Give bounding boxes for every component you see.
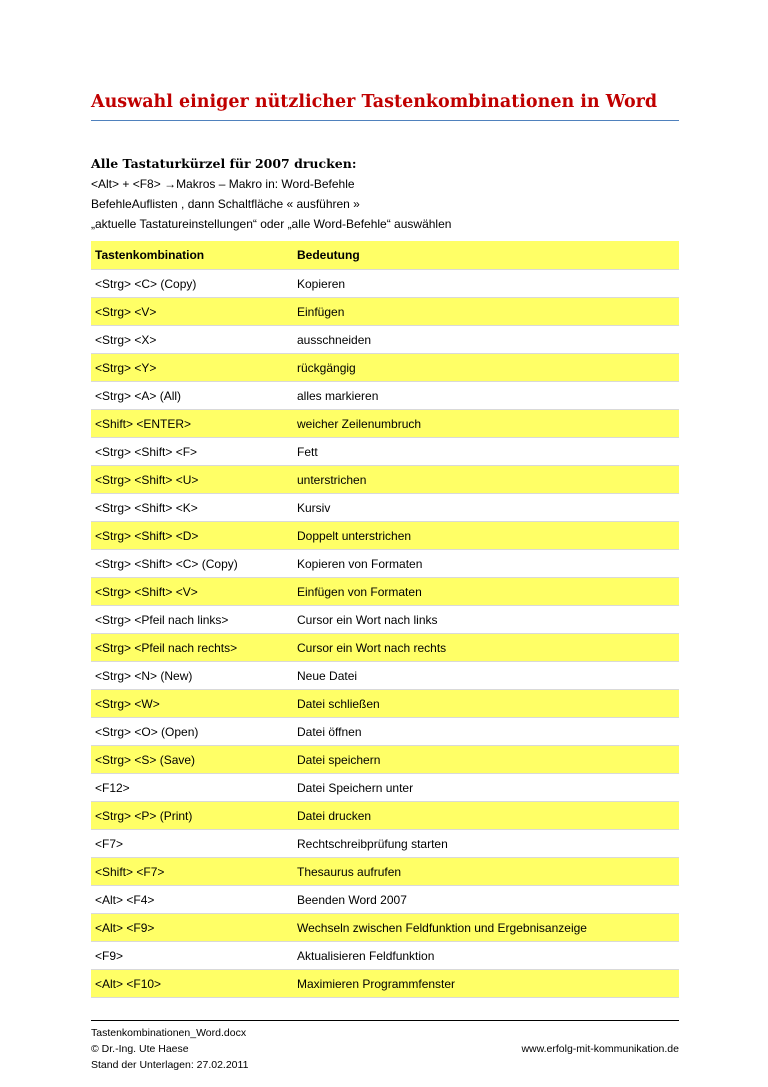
table-row (91, 466, 679, 494)
shortcut-keys: <Alt> <F9> (91, 914, 293, 942)
table-row (91, 718, 679, 746)
shortcut-meaning: Rechtschreibprüfung starten (293, 830, 679, 858)
shortcut-meaning: Datei speichern (293, 746, 679, 774)
table-header-row (91, 241, 679, 270)
table-row (91, 438, 679, 466)
table-row (91, 802, 679, 830)
table-row (91, 886, 679, 914)
shortcut-meaning: Beenden Word 2007 (293, 886, 679, 914)
shortcut-keys: <Strg> <Shift> <F> (91, 438, 293, 466)
table-row (91, 410, 679, 438)
header-shortcut: Tastenkombination (91, 241, 293, 270)
table-row (91, 942, 679, 970)
shortcut-meaning: Thesaurus aufrufen (293, 858, 679, 886)
shortcut-meaning: rückgängig (293, 354, 679, 382)
shortcut-keys: <Strg> <Pfeil nach links> (91, 606, 293, 634)
footer-filename: Tastenkombinationen_Word.docx (91, 1027, 247, 1039)
intro-keys: <Alt> + <F8> (91, 177, 165, 191)
shortcut-keys: <Strg> <W> (91, 690, 293, 718)
table-row (91, 494, 679, 522)
table-row (91, 382, 679, 410)
shortcut-meaning: Wechseln zwischen Feldfunktion und Ergebnisanzeige (293, 914, 679, 942)
shortcut-keys: <Strg> <Shift> <D> (91, 522, 293, 550)
shortcut-meaning: Cursor ein Wort nach links (293, 606, 679, 634)
shortcut-keys: <Strg> <Shift> <C> (Copy) (91, 550, 293, 578)
header-meaning: Bedeutung (293, 241, 679, 270)
shortcut-keys: <F7> (91, 830, 293, 858)
intro-heading: Alle Tastaturkürzel für 2007 drucken: (91, 156, 357, 171)
shortcut-keys: <Alt> <F4> (91, 886, 293, 914)
footer-left (91, 1025, 248, 1073)
table-row (91, 830, 679, 858)
shortcut-meaning: Maximieren Programmfenster (293, 970, 679, 998)
shortcut-meaning: Einfügen von Formaten (293, 578, 679, 606)
table-row (91, 326, 679, 354)
shortcut-meaning: alles markieren (293, 382, 679, 410)
table-row (91, 522, 679, 550)
shortcut-keys: <Strg> <A> (All) (91, 382, 293, 410)
shortcut-keys: <Strg> <S> (Save) (91, 746, 293, 774)
shortcut-meaning: Datei Speichern unter (293, 774, 679, 802)
footer-date: Stand der Unterlagen: 27.02.2011 (91, 1059, 249, 1071)
shortcut-keys: <Shift> <F7> (91, 858, 293, 886)
intro-line-3: „aktuelle Tastatureinstellungen“ oder „alle Word-Befehle“ auswählen (91, 217, 452, 231)
table-row (91, 690, 679, 718)
table-row (91, 298, 679, 326)
shortcut-keys: <Strg> <Shift> <K> (91, 494, 293, 522)
shortcut-keys: <Strg> <Shift> <V> (91, 578, 293, 606)
intro-line-1-rest: Makros – Makro in: Word-Befehle (176, 177, 355, 191)
shortcut-meaning: Kursiv (293, 494, 679, 522)
intro-line-1 (91, 174, 679, 194)
table-row (91, 634, 679, 662)
shortcut-meaning: weicher Zeilenumbruch (293, 410, 679, 438)
footer-copyright: © Dr.-Ing. Ute Haese (91, 1043, 189, 1055)
shortcut-keys: <F9> (91, 942, 293, 970)
table-row (91, 550, 679, 578)
shortcut-meaning: Doppelt unterstrichen (293, 522, 679, 550)
shortcut-keys: <Strg> <Shift> <U> (91, 466, 293, 494)
intro-section (91, 154, 679, 234)
shortcut-keys: <Strg> <N> (New) (91, 662, 293, 690)
shortcut-meaning: ausschneiden (293, 326, 679, 354)
shortcut-keys: <Strg> <V> (91, 298, 293, 326)
table-row (91, 662, 679, 690)
shortcut-keys: <Strg> <C> (Copy) (91, 270, 293, 298)
table-row (91, 858, 679, 886)
shortcut-table (91, 241, 679, 998)
shortcut-meaning: Aktualisieren Feldfunktion (293, 942, 679, 970)
shortcut-meaning: Kopieren (293, 270, 679, 298)
shortcut-meaning: Einfügen (293, 298, 679, 326)
shortcut-meaning: Datei drucken (293, 802, 679, 830)
table-row (91, 970, 679, 998)
table-row (91, 578, 679, 606)
shortcut-keys: <Strg> <O> (Open) (91, 718, 293, 746)
shortcut-keys: <Strg> <X> (91, 326, 293, 354)
shortcut-keys: <Strg> <Y> (91, 354, 293, 382)
arrow-right-icon: → (164, 177, 177, 191)
table-row (91, 354, 679, 382)
shortcut-keys: <Strg> <P> (Print) (91, 802, 293, 830)
shortcut-keys: <Alt> <F10> (91, 970, 293, 998)
shortcut-meaning: Datei öffnen (293, 718, 679, 746)
shortcut-keys: <Shift> <ENTER> (91, 410, 293, 438)
table-row (91, 914, 679, 942)
shortcut-meaning: unterstrichen (293, 466, 679, 494)
shortcut-meaning: Datei schließen (293, 690, 679, 718)
table-row (91, 774, 679, 802)
shortcut-keys: <Strg> <Pfeil nach rechts> (91, 634, 293, 662)
shortcut-meaning: Neue Datei (293, 662, 679, 690)
title-underline (91, 120, 679, 121)
intro-line-2: BefehleAuflisten , dann Schaltfläche « ausführen » (91, 197, 360, 211)
shortcut-meaning: Cursor ein Wort nach rechts (293, 634, 679, 662)
table-row (91, 606, 679, 634)
footer-website[interactable]: www.erfolg-mit-kommunikation.de (521, 1043, 679, 1055)
footer-divider (91, 1020, 679, 1021)
document-title: Auswahl einiger nützlicher Tastenkombinationen in Word (91, 92, 658, 112)
shortcut-meaning: Kopieren von Formaten (293, 550, 679, 578)
shortcut-meaning: Fett (293, 438, 679, 466)
shortcut-keys: <F12> (91, 774, 293, 802)
table-row (91, 746, 679, 774)
table-row (91, 270, 679, 298)
